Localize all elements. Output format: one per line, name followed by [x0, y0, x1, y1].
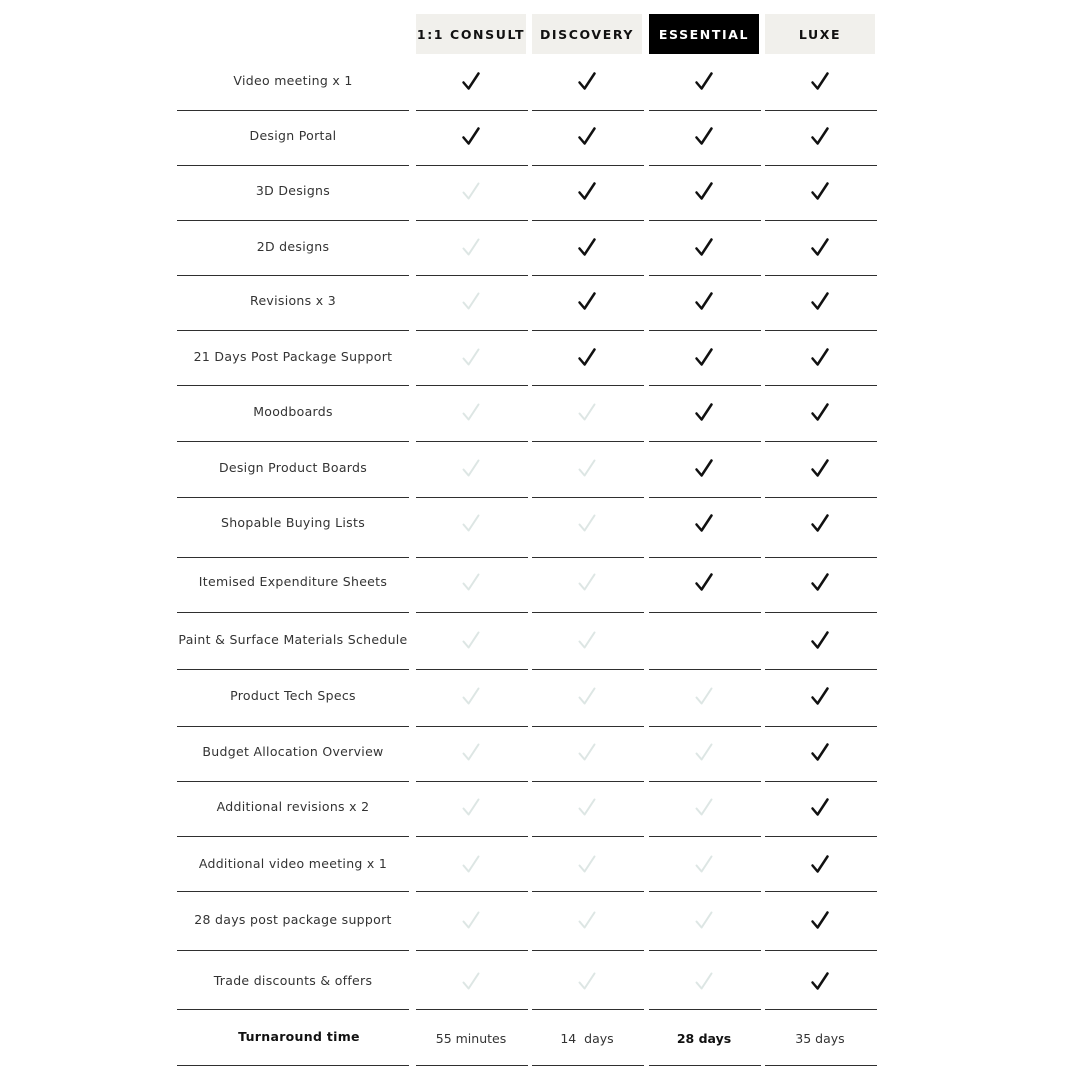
row-divider	[416, 220, 528, 221]
row-divider	[177, 836, 409, 837]
feature-label: Design Portal	[249, 128, 337, 143]
row-divider	[532, 497, 644, 498]
row-divider	[416, 330, 528, 331]
row-divider	[649, 950, 761, 951]
faded-check-icon	[532, 854, 642, 876]
row-divider	[532, 726, 644, 727]
row-divider	[532, 220, 644, 221]
turnaround-value: 14 days	[560, 1030, 614, 1046]
plan-header-luxe: LUXE	[765, 14, 875, 54]
row-divider	[765, 1009, 877, 1010]
faded-check-icon	[532, 630, 642, 652]
faded-check-icon	[416, 181, 526, 203]
check-icon	[532, 126, 642, 148]
faded-check-icon	[532, 742, 642, 764]
row-divider	[416, 781, 528, 782]
row-divider	[649, 110, 761, 111]
feature-label: Shopable Buying Lists	[220, 515, 366, 530]
row-divider	[177, 781, 409, 782]
turnaround-label: Turnaround time	[238, 1029, 360, 1044]
row-divider	[765, 385, 877, 386]
row-divider	[416, 385, 528, 386]
faded-check-icon	[649, 971, 759, 993]
row-divider	[177, 275, 409, 276]
check-icon	[649, 347, 759, 369]
check-icon	[649, 513, 759, 535]
plan-header-discovery: DISCOVERY	[532, 14, 642, 54]
faded-check-icon	[416, 402, 526, 424]
faded-check-icon	[532, 513, 642, 535]
row-divider	[765, 891, 877, 892]
faded-check-icon	[416, 237, 526, 259]
check-icon	[765, 971, 875, 993]
row-divider	[532, 612, 644, 613]
row-divider	[177, 557, 409, 558]
check-icon	[765, 237, 875, 259]
faded-check-icon	[416, 742, 526, 764]
row-divider	[416, 891, 528, 892]
feature-label: 28 days post package support	[194, 912, 392, 927]
row-divider	[416, 557, 528, 558]
feature-label: Product Tech Specs	[230, 688, 356, 703]
check-icon	[765, 402, 875, 424]
row-divider	[532, 781, 644, 782]
faded-check-icon	[416, 291, 526, 313]
row-divider	[765, 497, 877, 498]
check-icon	[765, 742, 875, 764]
faded-check-icon	[649, 686, 759, 708]
feature-label: 3D Designs	[255, 183, 331, 198]
feature-label: Revisions x 3	[250, 293, 336, 308]
check-icon	[765, 686, 875, 708]
check-icon	[765, 291, 875, 313]
feature-label: Video meeting x 1	[233, 73, 353, 88]
check-icon	[765, 181, 875, 203]
faded-check-icon	[532, 402, 642, 424]
feature-label: Itemised Expenditure Sheets	[198, 574, 388, 589]
feature-label: Additional revisions x 2	[216, 799, 370, 814]
row-divider	[532, 1065, 644, 1066]
row-divider	[649, 1065, 761, 1066]
row-divider	[532, 330, 644, 331]
row-divider	[532, 1009, 644, 1010]
row-divider	[177, 165, 409, 166]
row-divider	[649, 726, 761, 727]
row-divider	[532, 165, 644, 166]
row-divider	[177, 950, 409, 951]
check-icon	[532, 347, 642, 369]
check-icon	[532, 237, 642, 259]
check-icon	[765, 458, 875, 480]
feature-label: Moodboards	[253, 404, 333, 419]
check-icon	[765, 910, 875, 932]
row-divider	[532, 950, 644, 951]
row-divider	[416, 497, 528, 498]
check-icon	[532, 181, 642, 203]
faded-check-icon	[416, 971, 526, 993]
row-divider	[649, 165, 761, 166]
row-divider	[765, 836, 877, 837]
faded-check-icon	[649, 797, 759, 819]
check-icon	[649, 237, 759, 259]
faded-check-icon	[416, 910, 526, 932]
row-divider	[177, 330, 409, 331]
check-icon	[532, 71, 642, 93]
turnaround-value: 35 days	[795, 1030, 845, 1046]
row-divider	[765, 165, 877, 166]
row-divider	[649, 497, 761, 498]
row-divider	[532, 385, 644, 386]
plan-header-1-1-consult: 1:1 CONSULT	[416, 14, 526, 54]
feature-label: Paint & Surface Materials Schedule	[178, 632, 408, 647]
row-divider	[765, 669, 877, 670]
check-icon	[649, 126, 759, 148]
check-icon	[649, 458, 759, 480]
row-divider	[649, 441, 761, 442]
row-divider	[649, 669, 761, 670]
row-divider	[765, 441, 877, 442]
row-divider	[649, 1009, 761, 1010]
row-divider	[765, 330, 877, 331]
row-divider	[765, 110, 877, 111]
check-icon	[532, 291, 642, 313]
feature-label: 2D designs	[256, 239, 330, 254]
row-divider	[177, 385, 409, 386]
row-divider	[416, 275, 528, 276]
check-icon	[649, 291, 759, 313]
row-divider	[416, 726, 528, 727]
row-divider	[177, 497, 409, 498]
faded-check-icon	[649, 742, 759, 764]
row-divider	[532, 669, 644, 670]
check-icon	[765, 572, 875, 594]
check-icon	[649, 402, 759, 424]
row-divider	[532, 891, 644, 892]
row-divider	[765, 557, 877, 558]
row-divider	[765, 275, 877, 276]
faded-check-icon	[416, 347, 526, 369]
check-icon	[765, 854, 875, 876]
row-divider	[177, 1009, 409, 1010]
row-divider	[177, 612, 409, 613]
row-divider	[649, 385, 761, 386]
row-divider	[649, 781, 761, 782]
feature-label: Budget Allocation Overview	[202, 744, 384, 759]
row-divider	[649, 330, 761, 331]
check-icon	[765, 71, 875, 93]
check-icon	[649, 71, 759, 93]
row-divider	[416, 669, 528, 670]
check-icon	[416, 71, 526, 93]
check-icon	[765, 797, 875, 819]
faded-check-icon	[532, 686, 642, 708]
row-divider	[765, 1065, 877, 1066]
faded-check-icon	[532, 910, 642, 932]
row-divider	[649, 220, 761, 221]
row-divider	[649, 557, 761, 558]
feature-label: Design Product Boards	[218, 460, 368, 475]
check-icon	[765, 513, 875, 535]
faded-check-icon	[416, 854, 526, 876]
faded-check-icon	[416, 513, 526, 535]
row-divider	[177, 1065, 409, 1066]
faded-check-icon	[649, 910, 759, 932]
faded-check-icon	[532, 572, 642, 594]
row-divider	[177, 726, 409, 727]
faded-check-icon	[649, 854, 759, 876]
check-icon	[765, 347, 875, 369]
turnaround-value: 28 days	[676, 1030, 732, 1046]
feature-label: 21 Days Post Package Support	[193, 349, 393, 364]
plan-header-essential: ESSENTIAL	[649, 14, 759, 54]
row-divider	[416, 950, 528, 951]
check-icon	[416, 126, 526, 148]
row-divider	[765, 726, 877, 727]
check-icon	[649, 572, 759, 594]
check-icon	[765, 630, 875, 652]
row-divider	[416, 1009, 528, 1010]
row-divider	[649, 275, 761, 276]
row-divider	[416, 836, 528, 837]
row-divider	[177, 441, 409, 442]
faded-check-icon	[416, 572, 526, 594]
row-divider	[416, 165, 528, 166]
row-divider	[532, 275, 644, 276]
row-divider	[532, 441, 644, 442]
row-divider	[532, 110, 644, 111]
row-divider	[765, 950, 877, 951]
faded-check-icon	[416, 458, 526, 480]
row-divider	[416, 1065, 528, 1066]
row-divider	[177, 110, 409, 111]
row-divider	[532, 557, 644, 558]
faded-check-icon	[532, 971, 642, 993]
row-divider	[416, 612, 528, 613]
row-divider	[416, 110, 528, 111]
row-divider	[532, 836, 644, 837]
row-divider	[649, 612, 761, 613]
turnaround-value: 55 minutes	[435, 1030, 507, 1046]
row-divider	[649, 891, 761, 892]
feature-label: Trade discounts & offers	[213, 973, 373, 988]
faded-check-icon	[532, 458, 642, 480]
row-divider	[765, 781, 877, 782]
check-icon	[765, 126, 875, 148]
row-divider	[649, 836, 761, 837]
faded-check-icon	[416, 797, 526, 819]
check-icon	[649, 181, 759, 203]
faded-check-icon	[416, 686, 526, 708]
row-divider	[177, 669, 409, 670]
row-divider	[765, 612, 877, 613]
faded-check-icon	[416, 630, 526, 652]
feature-label: Additional video meeting x 1	[198, 856, 388, 871]
row-divider	[765, 220, 877, 221]
row-divider	[177, 891, 409, 892]
row-divider	[416, 441, 528, 442]
faded-check-icon	[532, 797, 642, 819]
row-divider	[177, 220, 409, 221]
